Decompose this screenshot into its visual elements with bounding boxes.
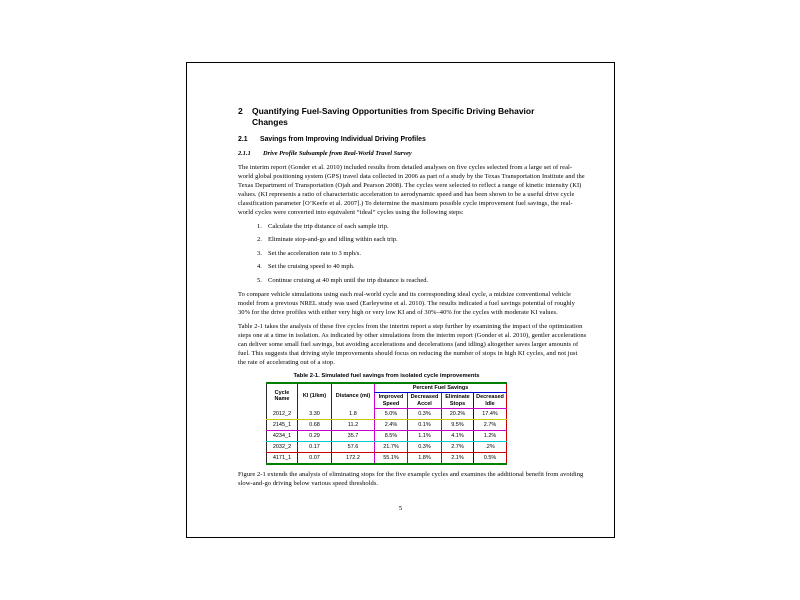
column-header-ki: KI (1/km) [298,383,332,409]
table-cell: 1.8 [332,409,375,420]
column-header-decreased-accel: Decreased Accel [408,393,442,409]
table-cell: 1.8% [408,453,442,465]
list-item-text: Eliminate stop-and-go and idling within each trip. [268,236,398,243]
table-cell: 1.1% [408,431,442,442]
table-cell: 11.2 [332,420,375,431]
list-item-number: 3. [257,249,262,257]
column-header-decreased-idle: Decreased Idle [474,393,507,409]
subsection-heading [238,136,584,144]
body-paragraph-3: Table 2-1 takes the analysis of these five cycles from the interim report a step further by examining the impact of the optimization steps one at a time in isolation. As indicated by other simulations from the interim report (Gonder et al. 2010), gentler accelerations can deliver some small fuel savings, but avoiding accelerations and decelerations (and idling) altogether saves larger amounts of fuel. This suggests that driving style improvements should focus on reducing the number of stops in high KI cycles, and not just the rate of accelerating out of a stop. [238,322,587,366]
list-item-number: 4. [257,263,262,270]
list-item-text: Set the cruising speed to 40 mph. [268,263,355,270]
column-header-improved-speed: Improved Speed [375,393,408,409]
table-row [267,442,507,453]
table-cell: 2.4% [375,420,408,431]
table-cell: 4234_1 [267,431,298,442]
column-group-header-percent-fuel-savings: Percent Fuel Savings [375,383,507,393]
table-cell: 0.1% [408,420,442,431]
table-cell: 2.7% [474,420,507,431]
list-item-text: Continue cruising at 40 mph until the trip distance is reached. [268,276,429,284]
list-item [257,222,584,231]
list-item [257,235,584,244]
table-cell: 5.0% [375,409,408,420]
table-cell: .2% [474,442,507,453]
table-cell: 2032_2 [267,442,298,453]
column-header-eliminate-stops: Eliminate Stops [442,393,474,409]
list-item-text: Calculate the trip distance of each sample trip. [268,222,389,230]
table-cell: 21.7% [375,442,408,453]
table-caption: Table 2-1. Simulated fuel savings from isolated cycle improvements [293,372,480,379]
list-item-number: 1. [257,222,262,230]
table-cell: 1.2% [474,431,507,442]
fuel-savings-table [266,382,507,466]
body-paragraph-2: To compare vehicle simulations using each real-world cycle and its corresponding ideal cycle, a midsize conventional vehicle model from a previous NREL study was used (Earleywine et al. 2010). The results indicated a fuel savings potential of roughly 30% for the drive profiles with either very high or very low KI and of 30%–40% for the cycles with moderate KI values. [238,290,575,316]
table-row [267,409,507,420]
table-cell: 2.1% [442,453,474,465]
table-cell: 8.5% [375,431,408,442]
table-cell: 4.1% [442,431,474,442]
table-cell: 0.07 [298,453,332,465]
table-cell: 4171_1 [272,454,292,461]
table-row [267,453,507,465]
subsubsection-number: 2.1.1 [238,150,251,157]
list-item [257,276,584,285]
table-cell: 3.30 [298,409,332,420]
table-cell: 0.29 [298,431,332,442]
list-item-text: Set the acceleration rate to 3 mph/s. [268,249,361,257]
table-cell: 0.17 [298,442,332,453]
section-title: Quantifying Fuel-Saving Opportunities from Specific Driving Behavior Changes [252,106,535,127]
table-cell: 57.6 [332,442,375,453]
column-header-cycle-name: Cycle Name [274,389,290,402]
subsubsection-title: Drive Profile Subsample from Real-World Travel Survey [263,150,412,157]
section-number: 2 [238,106,243,116]
list-item [257,249,584,258]
table-cell: 2145_1 [267,420,298,431]
table-row [267,431,507,442]
subsection-title: Savings from Improving Individual Driving Profiles [260,136,426,143]
page-number: 5 [398,505,403,512]
fuel-savings-table-wrap [266,382,584,466]
table-cell: 2.7% [442,442,474,453]
table-cell: 2012_2 [267,409,298,420]
body-paragraph-4: Figure 2-1 extends the analysis of eliminating stops for the five example cycles and examines the additional benefit from avoiding slow-and-go driving below various speed thresholds. [238,471,584,487]
list-item [257,262,584,271]
document-page [186,62,615,538]
table-cell: 20.2% [442,409,474,420]
subsubsection-heading [238,150,584,158]
section-heading [238,106,584,127]
list-item-number: 2. [257,236,262,243]
table-cell: 0.5% [474,453,507,465]
column-header-distance: Distance (mi) [332,383,375,409]
table-cell: 0.68 [298,420,332,431]
ideal-cycle-steps-list [238,222,584,285]
table-cell: 55.1% [375,453,408,465]
subsection-number: 2.1 [238,136,248,143]
table-cell: 0.3% [408,442,442,453]
table-header-row [267,383,507,393]
table-cell: 172.2 [332,453,375,465]
body-paragraph-1: The interim report (Gonder et al. 2010) included results from detailed analyses on five cycles selected from a large set of real-world global positioning system (GPS) travel data collected in 2006 as part of a study by the Texas Transportation Institute and the Texas Department of Transportation (Ojah and Pearson 2008). The cycles were selected to reflect a range of kinetic intensity (KI) values. (KI represents a ratio of characteristic acceleration to aerodynamic speed and has been shown to be a useful drive cycle classification parameter [O’Keefe et al. 2007].) To determine the maximum possible cycle improvement fuel savings, the real-world cycles were converted into equivalent “ideal” cycles using the following steps: [238,163,585,216]
table-cell: 17.4% [474,409,507,420]
table-cell: 35.7 [332,431,375,442]
list-item-number: 5. [257,276,262,284]
table-cell: 0.3% [408,409,442,420]
table-cell: 9.5% [442,420,474,431]
table-row [267,420,507,431]
